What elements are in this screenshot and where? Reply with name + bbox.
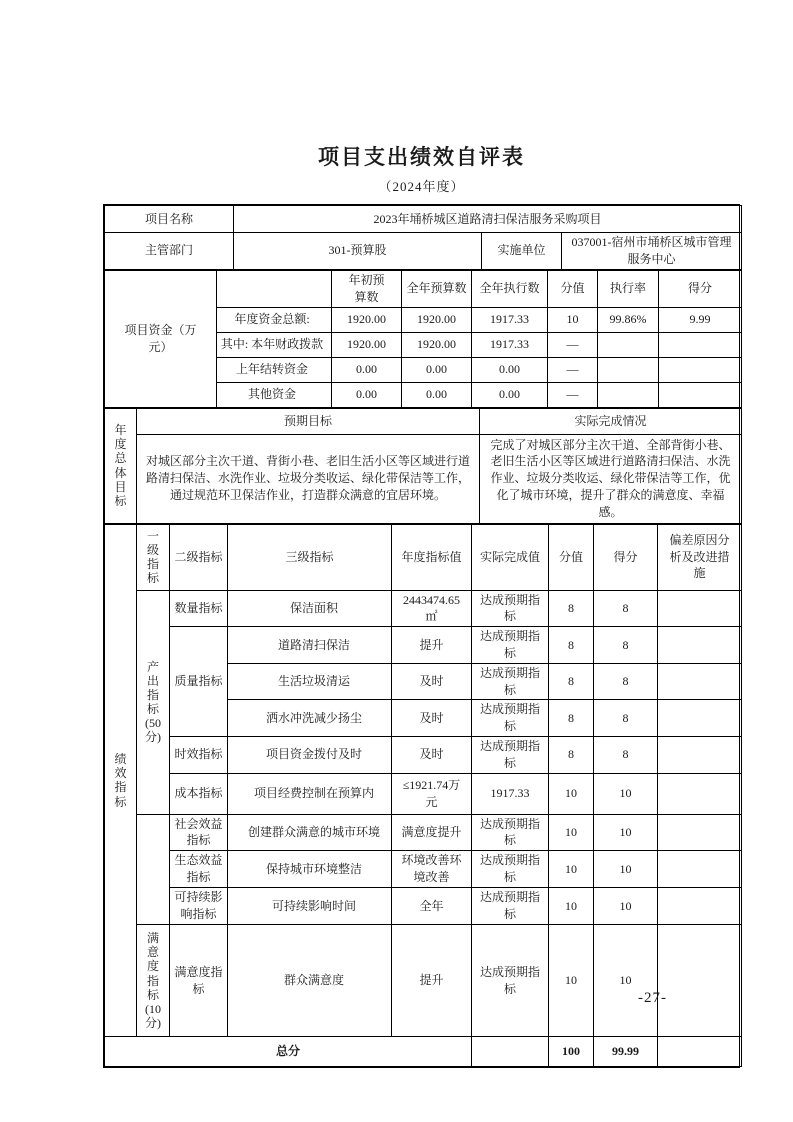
- level3-cell: 群众满意度: [228, 925, 392, 1037]
- funding-cell-initial: 1920.00: [332, 307, 402, 332]
- funding-cell-annual: 1920.00: [402, 307, 472, 332]
- funding-cell-initial: 0.00: [332, 357, 402, 382]
- target-cell: 2443474.65㎡: [392, 590, 472, 627]
- actual-cell: 1917.33: [472, 773, 549, 814]
- project-name-label: 项目名称: [105, 206, 234, 233]
- actual-result-text: 完成了对城区部分主次干道、全部背街小巷、老旧生活小区等区域进行道路清扫保洁、水洗作业、垃圾分类收运、绿化带保洁等工作，优化了城市环境，提升了群众的满意度、幸福感。: [480, 434, 742, 523]
- performance-section-label-text: 绩效指标: [114, 752, 127, 809]
- funding-cell-executed: 0.00: [472, 382, 548, 407]
- score-cell: 10: [594, 814, 658, 851]
- level3-cell: 可持续影响时间: [228, 888, 392, 925]
- indicator-row: [105, 851, 742, 888]
- level1-satisfaction-cell: [137, 925, 170, 1037]
- funding-header-executed: 全年执行数: [472, 270, 548, 307]
- score-cell: 10: [594, 851, 658, 888]
- funding-row-label: 其中: 本年财政拨款: [217, 332, 332, 357]
- project-name-row: [105, 206, 742, 233]
- funding-cell-annual: 1920.00: [402, 332, 472, 357]
- level3-cell: 洒水冲洗减少扬尘: [228, 700, 392, 737]
- funding-header-row: [105, 270, 742, 307]
- score-cell: 8: [594, 663, 658, 700]
- total-row: [105, 1037, 742, 1067]
- indicator-row: [105, 627, 742, 664]
- level2-cell: 成本指标: [170, 773, 228, 814]
- level3-cell: 生活垃圾清运: [228, 663, 392, 700]
- funding-cell-score-value: —: [548, 382, 598, 407]
- total-actual-cell: [472, 1037, 549, 1067]
- funding-cell-score-value: —: [548, 357, 598, 382]
- deviation-cell: [658, 851, 742, 888]
- level1-satisfaction-text: 满意度指标(10分): [145, 931, 161, 1031]
- score-cell: 10: [594, 888, 658, 925]
- annual-goal-section-label-text: 年度总体目标: [114, 423, 127, 508]
- actual-cell: 达成预期指标: [472, 814, 549, 851]
- level3-header: 三级指标: [228, 524, 392, 590]
- document-content: [103, 0, 740, 1068]
- actual-header: 实际完成值: [472, 524, 549, 590]
- level3-cell: 保洁面积: [228, 590, 392, 627]
- funding-cell-score-value: 10: [548, 307, 598, 332]
- indicators-header-row: [105, 524, 742, 590]
- level2-cell: 可持续影响指标: [170, 888, 228, 925]
- funding-cell-execution-rate: [598, 382, 659, 407]
- total-score-value: 100: [549, 1037, 594, 1067]
- project-info-table: [104, 205, 742, 270]
- score-cell: 8: [594, 700, 658, 737]
- actual-cell: 达成预期指标: [472, 700, 549, 737]
- total-score: 99.99: [594, 1037, 658, 1067]
- department-label: 主管部门: [105, 233, 234, 270]
- funding-cell-initial: 0.00: [332, 382, 402, 407]
- funding-cell-execution-rate: 99.86%: [598, 307, 659, 332]
- target-cell: 及时: [392, 663, 472, 700]
- score-value-cell: 8: [549, 627, 594, 664]
- indicator-row: [105, 736, 742, 773]
- page-subtitle: （2024年度）: [378, 179, 465, 194]
- funding-cell-score: 9.99: [659, 307, 742, 332]
- unit-value: 037001-宿州市埇桥区城市管理服务中心: [562, 233, 742, 270]
- target-cell: ≤1921.74万元: [392, 773, 472, 814]
- funding-section-label-text: 项目资金（万元）: [124, 322, 197, 354]
- level1-header-text: 一级指标: [146, 528, 159, 586]
- funding-header-initial-text: 年初预算数: [348, 272, 385, 304]
- department-row: [105, 233, 742, 270]
- deviation-cell: [658, 925, 742, 1037]
- indicator-row: [105, 773, 742, 814]
- level2-cell: 时效指标: [170, 736, 228, 773]
- target-cell: 及时: [392, 736, 472, 773]
- funding-row-label: 年度资金总额:: [217, 307, 332, 332]
- actual-cell: 达成预期指标: [472, 663, 549, 700]
- funding-cell-score: [659, 357, 742, 382]
- annual-goal-section-label: [105, 408, 137, 523]
- expected-goal-text: 对城区部分主次干道、背街小巷、老旧生活小区等区域进行道路清扫保洁、水洗作业、垃圾分类收运、绿化带保洁等工作，通过规范环卫保洁作业，打造群众满意的宜居环境。: [137, 434, 480, 523]
- target-cell: 提升: [392, 627, 472, 664]
- funding-cell-score: [659, 332, 742, 357]
- deviation-cell: [658, 663, 742, 700]
- page-number: -27-: [638, 990, 667, 1006]
- funding-header-score-value: 分值: [548, 270, 598, 307]
- score-value-cell: 8: [549, 663, 594, 700]
- target-cell: 全年: [392, 888, 472, 925]
- deviation-cell: [658, 736, 742, 773]
- level3-cell: 项目资金拨付及时: [228, 736, 392, 773]
- page-title: 项目支出绩效自评表: [318, 145, 525, 169]
- funding-header-score: 得分: [659, 270, 742, 307]
- actual-cell: 达成预期指标: [472, 627, 549, 664]
- funding-cell-executed: 1917.33: [472, 332, 548, 357]
- actual-cell: 达成预期指标: [472, 590, 549, 627]
- funding-header-annual: 全年预算数: [402, 270, 472, 307]
- expected-goal-header: 预期目标: [137, 408, 480, 434]
- funding-cell-execution-rate: [598, 332, 659, 357]
- funding-row-label: 上年结转资金: [217, 357, 332, 382]
- performance-section-label: [105, 524, 137, 1037]
- score-value-cell: 10: [549, 814, 594, 851]
- funding-cell-initial: 1920.00: [332, 332, 402, 357]
- funding-cell-score: [659, 382, 742, 407]
- deviation-header-text: 偏差原因分析及改进措施: [669, 532, 730, 581]
- level2-cell: 质量指标: [170, 627, 228, 737]
- actual-cell: 达成预期指标: [472, 736, 549, 773]
- indicator-row: [105, 925, 742, 1037]
- level1-header: [137, 524, 170, 590]
- total-deviation-cell: [658, 1037, 742, 1067]
- funding-header-initial: [332, 270, 402, 307]
- level2-cell: 数量指标: [170, 590, 228, 627]
- funding-cell-annual: 0.00: [402, 357, 472, 382]
- funding-header-blank: [217, 270, 332, 307]
- indicator-row: [105, 814, 742, 851]
- score-cell: 10: [594, 773, 658, 814]
- score-value-cell: 8: [549, 590, 594, 627]
- level3-cell: 保持城市环境整洁: [228, 851, 392, 888]
- goal-body-row: [105, 434, 742, 523]
- funding-table: [104, 270, 742, 408]
- funding-section-label: [105, 270, 217, 407]
- level3-cell: 创建群众满意的城市环境: [228, 814, 392, 851]
- level1-output-cell: [137, 590, 170, 814]
- actual-cell: 达成预期指标: [472, 925, 549, 1037]
- level2-header: 二级指标: [170, 524, 228, 590]
- department-value: 301-预算股: [234, 233, 482, 270]
- deviation-cell: [658, 773, 742, 814]
- score-value-cell: 10: [549, 773, 594, 814]
- target-cell: 及时: [392, 700, 472, 737]
- goal-header-row: [105, 408, 742, 434]
- score-cell: 8: [594, 736, 658, 773]
- total-label: 总分: [105, 1037, 472, 1067]
- funding-header-execution-rate: 执行率: [598, 270, 659, 307]
- funding-row-label: 其他资金: [217, 382, 332, 407]
- deviation-cell: [658, 888, 742, 925]
- score-cell: 8: [594, 590, 658, 627]
- deviation-cell: [658, 627, 742, 664]
- funding-cell-executed: 0.00: [472, 357, 548, 382]
- project-name-value: 2023年埇桥城区道路清扫保洁服务采购项目: [234, 206, 742, 233]
- target-cell: 提升: [392, 925, 472, 1037]
- deviation-header: [658, 524, 742, 590]
- deviation-cell: [658, 590, 742, 627]
- level1-benefit-cell: [137, 814, 170, 925]
- score-cell: 10: [594, 925, 658, 1037]
- score-value-header: 分值: [549, 524, 594, 590]
- level1-output-text: 产出指标(50分): [145, 659, 161, 745]
- funding-cell-executed: 1917.33: [472, 307, 548, 332]
- score-header: 得分: [594, 524, 658, 590]
- target-header: 年度指标值: [392, 524, 472, 590]
- funding-cell-annual: 0.00: [402, 382, 472, 407]
- target-cell: 环境改善环境改善: [392, 851, 472, 888]
- deviation-cell: [658, 814, 742, 851]
- indicator-row: [105, 888, 742, 925]
- score-value-cell: 10: [549, 851, 594, 888]
- indicators-table: [104, 524, 742, 1068]
- funding-cell-execution-rate: [598, 357, 659, 382]
- target-cell: 满意度提升: [392, 814, 472, 851]
- actual-result-header: 实际完成情况: [480, 408, 742, 434]
- level3-cell: 项目经费控制在预算内: [228, 773, 392, 814]
- score-value-cell: 10: [549, 888, 594, 925]
- indicator-row: [105, 590, 742, 627]
- deviation-cell: [658, 700, 742, 737]
- annual-goal-table: [104, 408, 742, 524]
- actual-cell: 达成预期指标: [472, 888, 549, 925]
- score-cell: 8: [594, 627, 658, 664]
- level2-cell: 生态效益指标: [170, 851, 228, 888]
- score-value-cell: 10: [549, 925, 594, 1037]
- score-value-cell: 8: [549, 700, 594, 737]
- level2-cell: 满意度指标: [170, 925, 228, 1037]
- score-value-cell: 8: [549, 736, 594, 773]
- main-table: [103, 204, 740, 1068]
- unit-label: 实施单位: [482, 233, 562, 270]
- actual-cell: 达成预期指标: [472, 851, 549, 888]
- level3-cell: 道路清扫保洁: [228, 627, 392, 664]
- level2-cell: 社会效益指标: [170, 814, 228, 851]
- funding-cell-score-value: —: [548, 332, 598, 357]
